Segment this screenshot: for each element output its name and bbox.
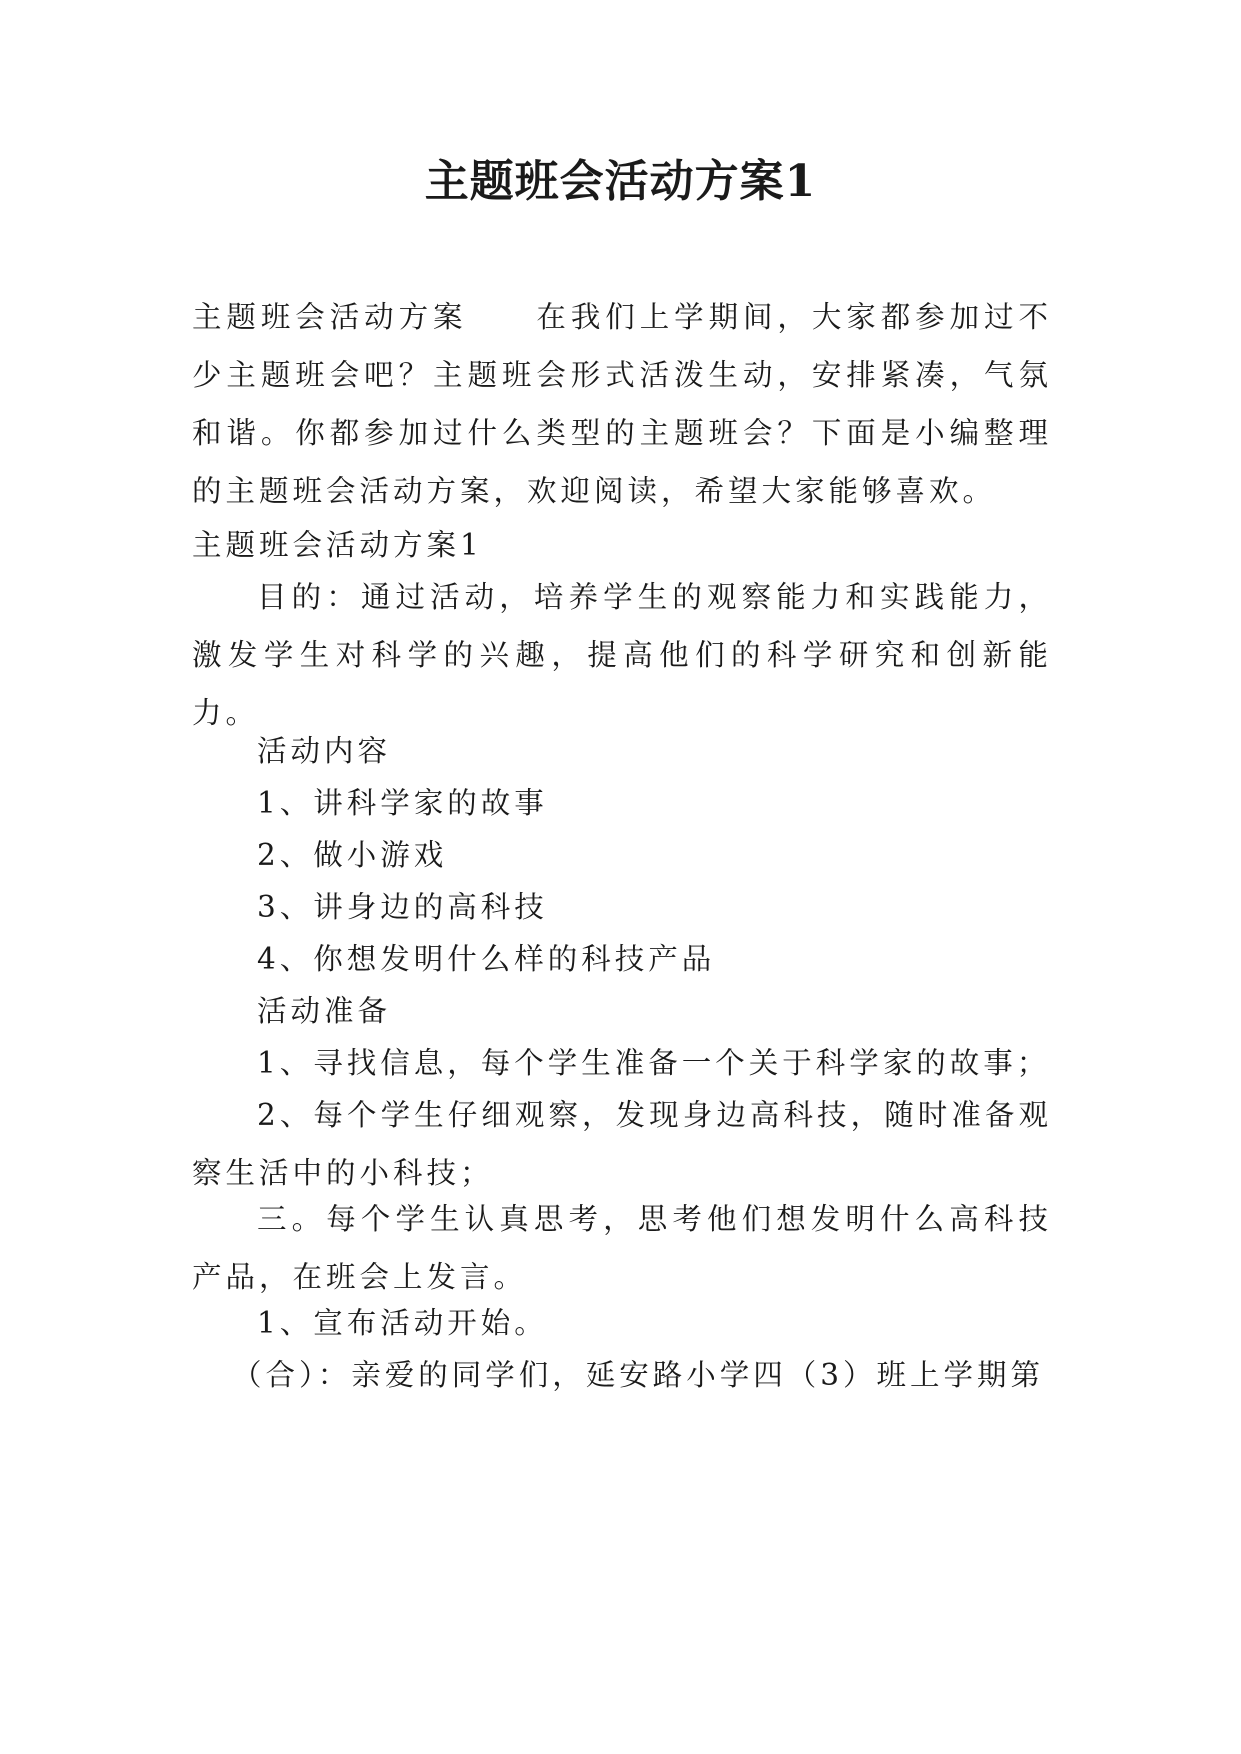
intro-text: 在我们上学期间，大家都参加过不少主题班会吧？主题班会形式活泼生动，安排紧凑，气氛和谐。你都参加过什么类型的主题班会？下面是小编整理的主题班会活动方案，欢迎阅读，希望大家能够喜欢。: [192, 300, 1052, 508]
purpose-paragraph: 目的：通过活动，培养学生的观察能力和实践能力，激发学生对科学的兴趣，提高他们的科学研究和创新能力。: [192, 580, 1052, 730]
content-item-4: 4、你想发明什么样的科技产品: [257, 942, 716, 976]
step-1: 1、宣布活动开始。: [257, 1306, 548, 1340]
content-item-1: 1、讲科学家的故事: [257, 786, 548, 820]
document-title: 主题班会活动方案1: [424, 156, 817, 207]
intro-paragraph: [192, 288, 1052, 520]
prep-item-2: 2、每个学生仔细观察，发现身边高科技，随时准备观察生活中的小科技；: [192, 1098, 1052, 1190]
content-heading: 活动内容: [257, 734, 392, 768]
prep-item-3: 三。每个学生认真思考，思考他们想发明什么高科技产品，在班会上发言。: [192, 1202, 1052, 1294]
content-item-3: 3、讲身边的高科技: [257, 890, 548, 924]
intro-label: 主题班会活动方案: [192, 300, 468, 334]
prep-item-1: 1、寻找信息，每个学生准备一个关于科学家的故事；: [257, 1046, 1051, 1080]
prep-heading: 活动准备: [257, 994, 392, 1028]
section-heading: 主题班会活动方案1: [192, 528, 483, 562]
content-item-2: 2、做小游戏: [257, 838, 448, 872]
closing-line: （合）：亲爱的同学们，延安路小学四（3）班上学期第: [232, 1358, 1045, 1392]
